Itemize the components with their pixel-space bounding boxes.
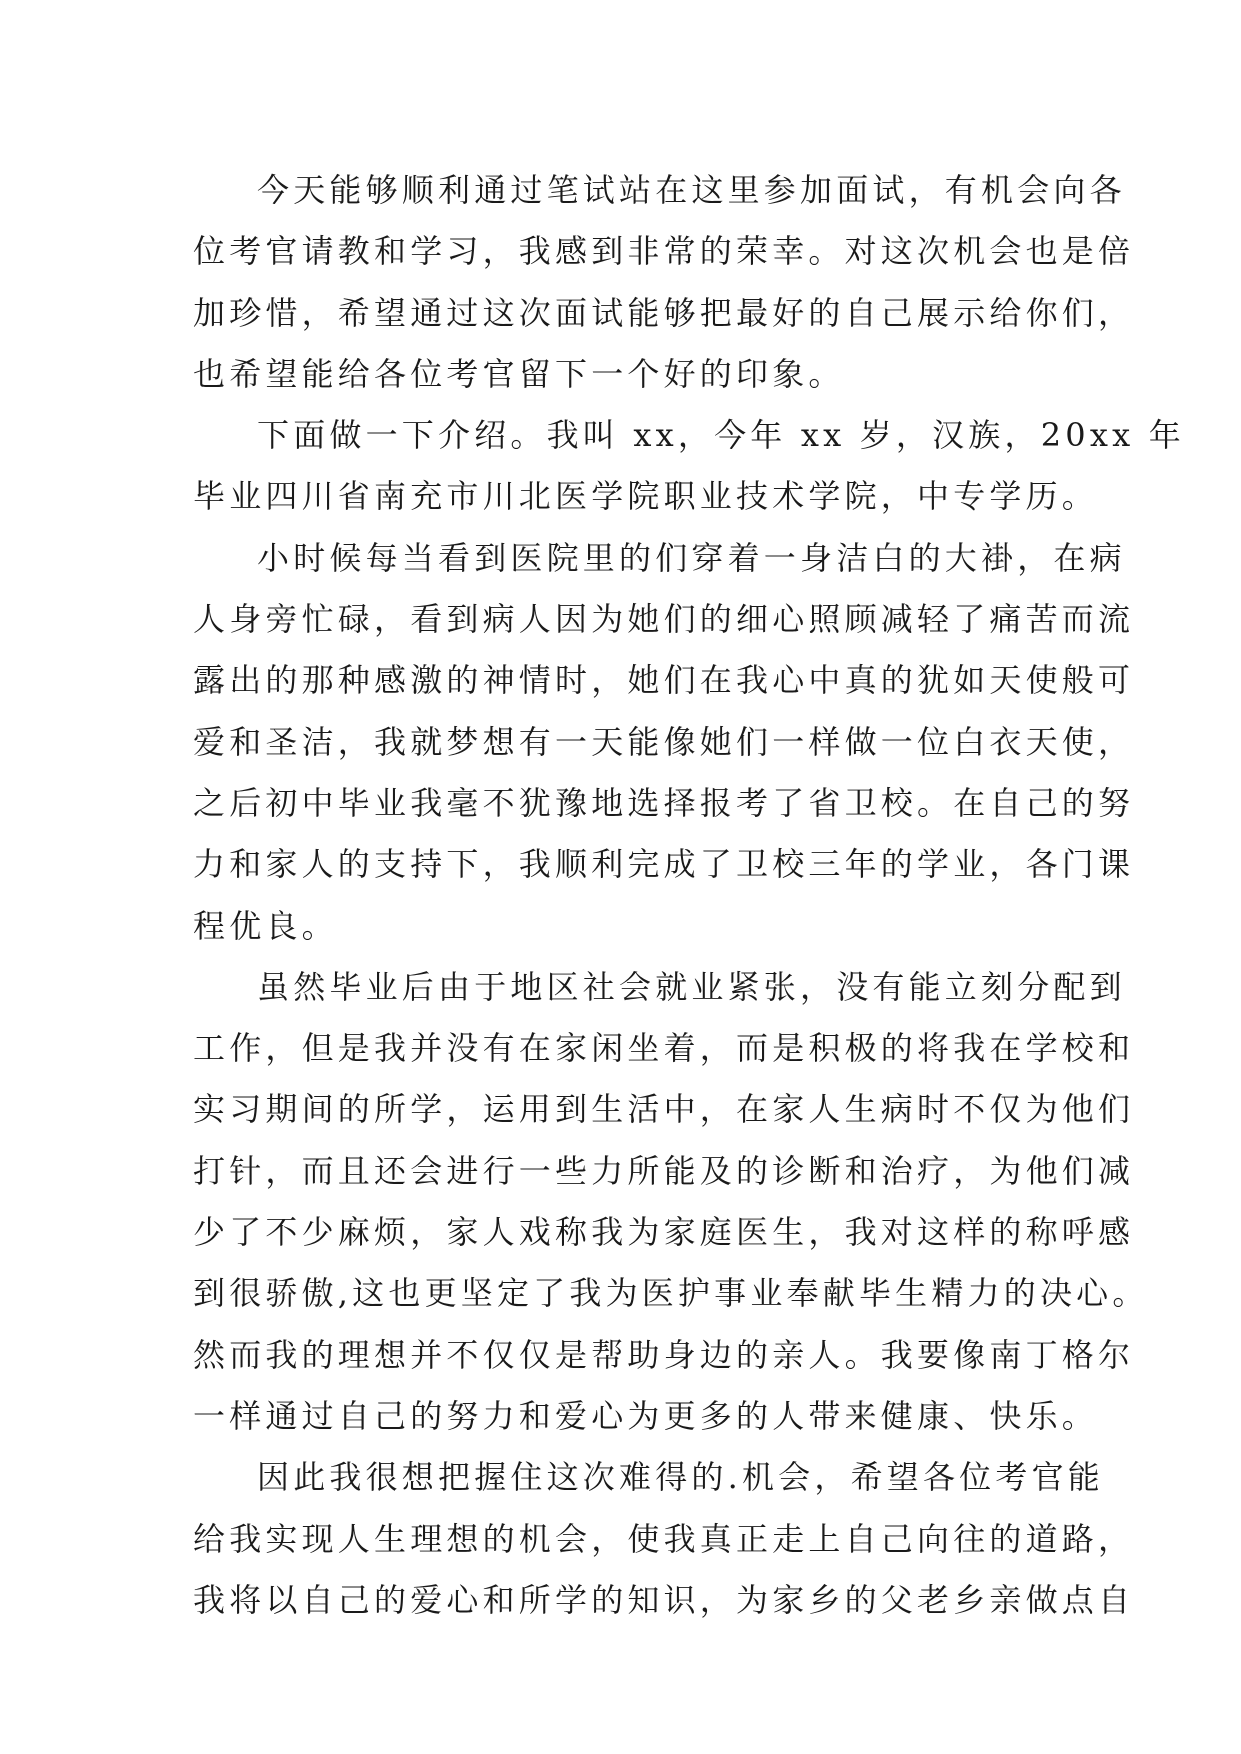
text-line: 少了不少麻烦，家人戏称我为家庭医生，我对这样的称呼感 <box>193 1213 1135 1252</box>
text-line: 力和家人的支持下，我顺利完成了卫校三年的学业，各门课 <box>193 845 1135 884</box>
text-line: 给我实现人生理想的机会，使我真正走上自己向往的道路， <box>193 1519 1135 1558</box>
paragraph-2 <box>193 405 1185 528</box>
text-line: 爱和圣洁，我就梦想有一天能像她们一样做一位白衣天使， <box>193 722 1135 761</box>
text-line: 程优良。 <box>193 906 338 945</box>
text-line: 露出的那种感激的神情时，她们在我心中真的犹如天使般可 <box>193 661 1135 700</box>
paragraph-3 <box>193 528 1135 957</box>
paragraph-1 <box>193 160 1135 405</box>
document-body <box>193 160 1185 1631</box>
text-line: 位考官请教和学习，我感到非常的荣幸。对这次机会也是倍 <box>193 232 1135 271</box>
text-line: 毕业四川省南充市川北医学院职业技术学院，中专学历。 <box>193 477 1099 516</box>
text-line: 今天能够顺利通过笔试站在这里参加面试，有机会向各 <box>257 171 1126 209</box>
paragraph-4 <box>193 957 1149 1447</box>
text-line: 因此我很想把握住这次难得的.机会，希望各位考官能 <box>257 1458 1104 1497</box>
text-line: 小时候每当看到医院里的们穿着一身洁白的大褂，在病 <box>257 538 1126 577</box>
paragraph-5 <box>193 1447 1135 1631</box>
text-line: 人身旁忙碌，看到病人因为她们的细心照顾减轻了痛苦而流 <box>193 600 1135 639</box>
text-line: 我将以自己的爱心和所学的知识，为家乡的父老乡亲做点自 <box>193 1580 1135 1619</box>
text-line: 一样通过自己的努力和爱心为更多的人带来健康、快乐。 <box>193 1396 1099 1435</box>
text-line: 实习期间的所学，运用到生活中，在家人生病时不仅为他们 <box>193 1090 1135 1129</box>
text-line: 下面做一下介绍。我叫 xx，今年 xx 岁，汉族，20xx 年 <box>257 416 1185 455</box>
text-line: 虽然毕业后由于地区社会就业紧张，没有能立刻分配到 <box>257 967 1126 1006</box>
text-line: 之后初中毕业我毫不犹豫地选择报考了省卫校。在自己的努 <box>193 783 1135 822</box>
text-line: 工作，但是我并没有在家闲坐着，而是积极的将我在学校和 <box>193 1029 1135 1068</box>
text-line: 加珍惜，希望通过这次面试能够把最好的自己展示给你们， <box>193 293 1135 332</box>
text-line: 然而我的理想并不仅仅是帮助身边的亲人。我要像南丁格尔 <box>193 1335 1135 1374</box>
text-line: 打针，而且还会进行一些力所能及的诊断和治疗，为他们减 <box>193 1151 1135 1190</box>
text-line: 到很骄傲,这也更坚定了我为医护事业奉献毕生精力的决心。 <box>193 1274 1149 1313</box>
text-line: 也希望能给各位考官留下一个好的印象。 <box>193 354 845 393</box>
